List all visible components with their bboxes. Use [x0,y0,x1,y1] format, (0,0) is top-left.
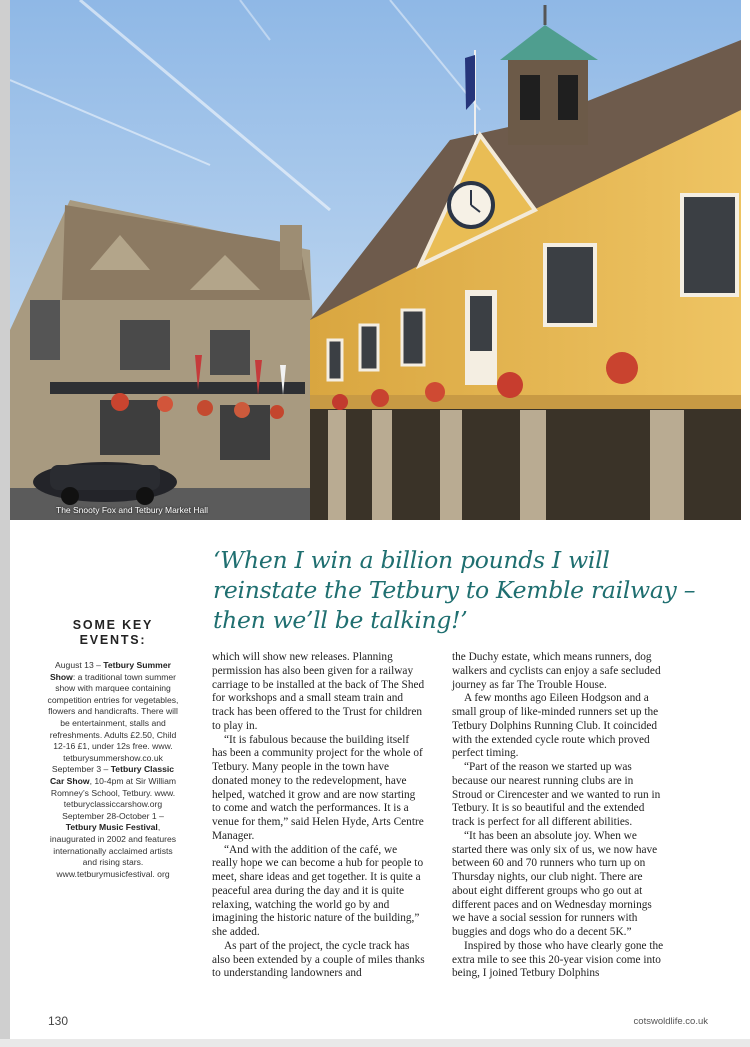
paragraph: A few months ago Eileen Hodgson and a small group of like-minded runners set up the Tetbury Dolphins Running Club. It coincided with the extended cycle route which proved perfect timing. [452,692,659,760]
article-column-2 [452,651,665,981]
page-number: 130 [48,1014,69,1028]
article-column-1 [212,651,425,981]
paragraph: “It has been an absolute joy. When we started there was only six of us, we now have between 60 and 70 runners who turn up on Thursday nights, our club night. There are about eight different groups who go out at different paces and on Wednesday mornings we have a social session for runners with buggies and dogs who do a decent 5K.” [452,829,658,938]
page-bottom-edge [0,1039,750,1047]
paragraph: “Part of the reason we started up was because our nearest running clubs are in Stroud or Cirencester and we wanted to run in Tetbury. It is so beautiful and the extended track is perfect for all different abilities. [452,761,661,828]
website-url: cotswoldlife.co.uk [633,1016,708,1027]
paragraph: which will show new releases. Planning permission has also been given for a railway carriage to be installed at the back of The Shed for workshops and a small steam train and track has been offered to the Trust for children to play in. [212,651,425,732]
event-name: Tetbury Summer Show [49,660,171,682]
event-entry [46,811,180,881]
paragraph: As part of the project, the cycle track has also been extended by a couple of miles thanks to understanding landowners and [212,939,425,980]
paragraph: the Duchy estate, which means runners, dog walkers and cyclists can enjoy a safe secluded journey as far The Trouble House. [452,651,661,691]
event-entry [46,764,180,810]
paragraph: “It is fabulous because the building itself has been a community project for the whole of Tetbury. Many people in the town have donated money to the redevelopment, have helped, watched it grow and are now starting to come and watch the performances. It is a venue for them,” said Helen Hyde, Arts Centre Manager. [212,733,424,842]
event-date: August 13 – [55,660,104,670]
paragraph: Inspired by those who have clearly gone the extra mile to see this 20-year vision come into being, I joined Tetbury Dolphins [452,939,664,980]
event-date: September 28-October 1 – [62,810,164,821]
event-description: , 10-4pm at Sir William Romney’s School, Tetbury. www. tetburyclassiccarshow.org [50,775,177,810]
event-name: Tetbury Classic Car Show [49,764,175,786]
event-name: Tetbury Music Festival [65,822,158,833]
event-date: September 3 – [51,764,111,775]
key-events-sidebar [46,618,180,880]
photo-illustration [10,0,741,520]
event-entry [46,660,180,764]
page-gutter [0,0,10,1047]
pull-quote: ‘When I win a billion pounds I will reinstate the Tetbury to Kemble railway – then we’ll be talking!’ [213,546,696,634]
paragraph: “And with the addition of the café, we really hope we can become a hub for people to meet, share ideas and get together. It is quite a peaceful area during the day and it is quite relaxing, watching the world go by and imagining the historic nature of the building,” she added. [212,843,424,938]
photo-caption: The Snooty Fox and Tetbury Market Hall [56,505,208,515]
event-description: : a traditional town summer show with marquee containing competition entries for vegetables, flowers and handicrafts. There will be entertainment, stalls and refreshments. Adults £2.50, Child 12-16 £1, under 12s free. www. tetburysummershow.co.uk [47,671,179,763]
sidebar-events [46,660,180,880]
event-description: , inaugurated in 2002 and features internationally acclaimed artists and rising stars. www.tetburymusicfestival. org [49,822,177,879]
street-photo [10,0,741,520]
sidebar-title: SOME KEY EVENTS: [72,618,154,647]
